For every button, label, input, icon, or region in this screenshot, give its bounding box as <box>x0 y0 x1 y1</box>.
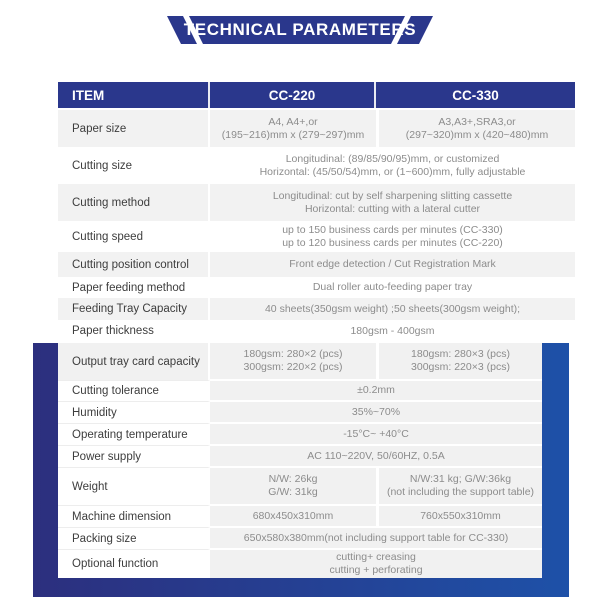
table-row <box>58 381 542 402</box>
row-value: Dual roller auto-feeding paper tray <box>312 281 473 293</box>
row-value-cc220: N/W: 26kg G/W: 31kg <box>210 468 376 506</box>
table-row <box>58 446 542 468</box>
header-item: ITEM <box>58 82 210 108</box>
table-row <box>58 147 575 184</box>
row-label: Cutting tolerance <box>58 381 210 402</box>
row-label: Paper thickness <box>58 320 210 342</box>
spec-table-lower <box>58 343 542 578</box>
page-title: TECHNICAL PARAMETERS <box>183 20 417 39</box>
row-value: cutting+ creasing cutting + perforating <box>210 550 542 578</box>
row-value-cc330: 180gsm: 280×3 (pcs) 300gsm: 220×3 (pcs) <box>376 343 542 381</box>
table-row <box>58 424 542 446</box>
row-label: Power supply <box>58 446 210 468</box>
row-value-cc330: N/W:31 kg; G/W:36kg (not including the support table) <box>376 468 542 506</box>
header-cc220: CC-220 <box>210 82 376 108</box>
row-label: Optional function <box>58 550 210 578</box>
table-row <box>58 550 542 578</box>
row-label: Cutting method <box>58 184 210 221</box>
row-value-cc220: 180gsm: 280×2 (pcs) 300gsm: 220×2 (pcs) <box>210 343 376 381</box>
table-row <box>58 252 575 277</box>
row-label: Output tray card capacity <box>58 343 210 381</box>
table-header <box>58 82 575 108</box>
row-label: Humidity <box>58 402 210 424</box>
row-value-cc220: A4, A4+,or (195~216)mm x (279~297)mm <box>221 115 365 141</box>
row-value: up to 150 business cards per minutes (CC-330) up to 120 business cards per minutes (CC-220) <box>282 223 503 249</box>
title-banner <box>167 16 433 44</box>
table-row <box>58 184 575 221</box>
table-row <box>58 468 542 506</box>
table-row <box>58 298 575 320</box>
row-label: Cutting speed <box>58 221 210 252</box>
row-value: Longitudinal: cut by self sharpening slitting cassette Horizontal: cutting with a lateral cutter <box>272 189 513 215</box>
table-row <box>58 343 542 381</box>
table-row <box>58 506 542 528</box>
row-label: Cutting position control <box>58 252 210 277</box>
row-value-cc220: 680x450x310mm <box>210 506 376 528</box>
table-row <box>58 402 542 424</box>
row-label: Packing size <box>58 528 210 550</box>
row-value: 180gsm - 400gsm <box>350 324 435 337</box>
row-label: Paper size <box>58 110 210 147</box>
row-value-cc330: A3,A3+,SRA3,or (297~320)mm x (420~480)mm <box>376 110 575 147</box>
row-value: 40 sheets(350gsm weight) ;50 sheets(300gsm weight); <box>264 302 521 315</box>
row-value-cc330: 760x550x310mm <box>376 506 542 528</box>
row-value: -15°C~ +40°C <box>210 424 542 446</box>
table-row <box>58 528 542 550</box>
row-value: AC 110~220V, 50/60HZ, 0.5A <box>210 446 542 468</box>
header-cc330: CC-330 <box>376 82 575 108</box>
row-label: Feeding Tray Capacity <box>58 298 210 320</box>
spec-table-upper <box>58 82 575 342</box>
row-value: Front edge detection / Cut Registration Mark <box>289 258 496 270</box>
row-label: Weight <box>58 468 210 506</box>
row-value: 35%~70% <box>210 402 542 424</box>
row-value: Longitudinal: (89/85/90/95)mm, or customized Horizontal: (45/50/54)mm, or (1~600)mm, fully adjustable <box>259 152 526 178</box>
row-value: ±0.2mm <box>210 381 542 402</box>
table-row <box>58 320 575 342</box>
row-label: Paper feeding method <box>58 277 210 298</box>
row-label: Operating temperature <box>58 424 210 446</box>
accent-frame <box>33 343 569 597</box>
table-row <box>58 221 575 252</box>
table-row <box>58 277 575 298</box>
row-value: 650x580x380mm(not including support table for CC-330) <box>210 528 542 550</box>
row-label: Cutting size <box>58 147 210 184</box>
row-label: Machine dimension <box>58 506 210 528</box>
table-row <box>58 110 575 147</box>
